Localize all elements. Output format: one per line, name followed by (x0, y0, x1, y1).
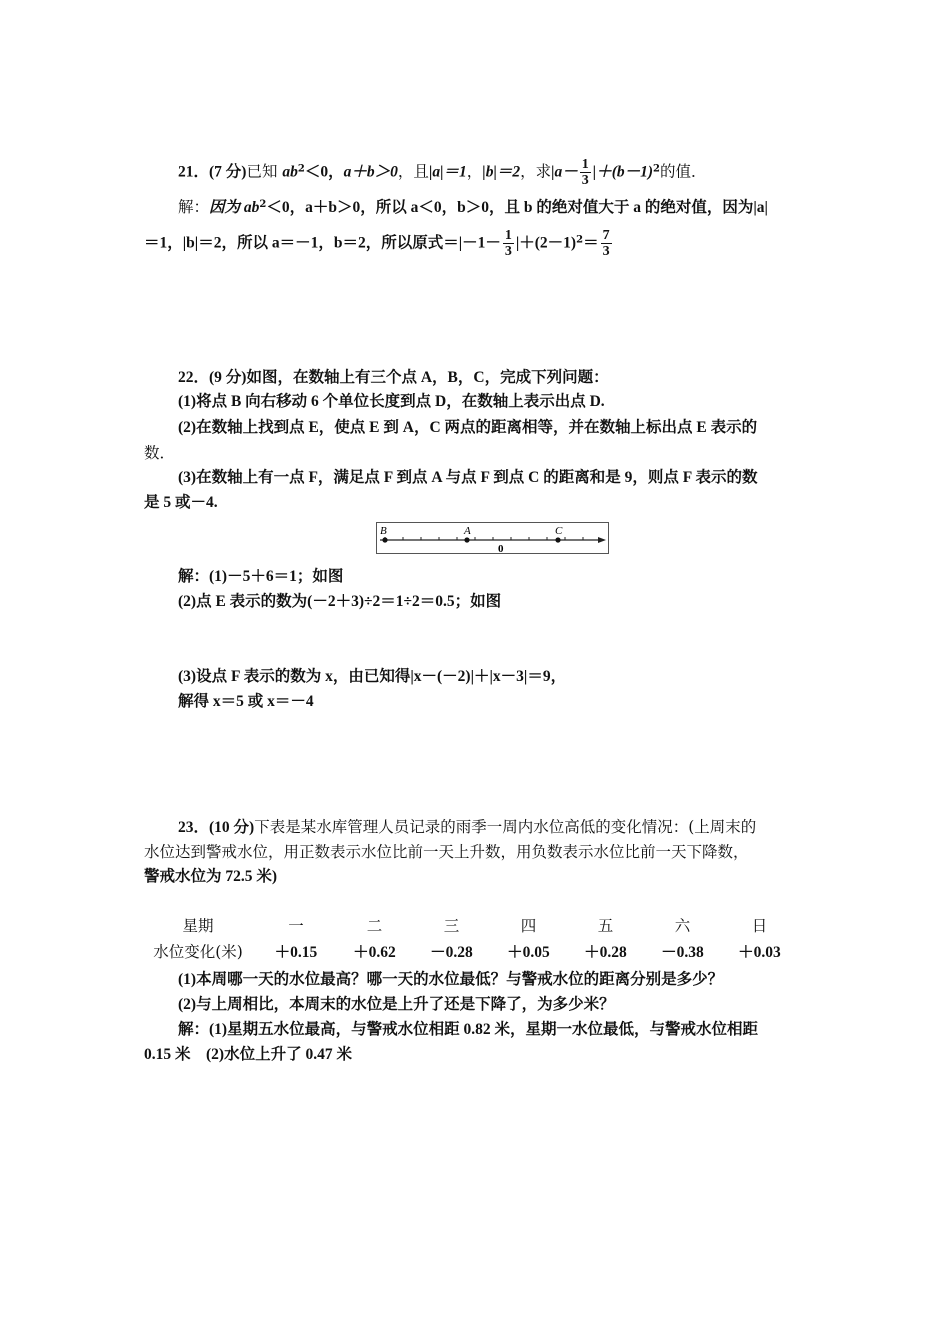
q21-abs-a: |a|＝1 (428, 163, 467, 181)
q21-sup: 2 (297, 163, 305, 175)
table-header-label: 星期 (182, 917, 214, 935)
q21-ans-den: 3 (602, 244, 610, 259)
q21-stem (178, 157, 707, 188)
q21-sol-text2: ＜0，a＋b＞0，所以 a＜0，b＞0，且 b 的绝对值大于 a 的绝对值，因为|a| (266, 199, 768, 216)
q21-expr-start: |a－ (551, 163, 578, 181)
q21-solution-line2 (144, 228, 614, 259)
q21-sup2: 2 (653, 163, 661, 175)
q21-sol-sup: 2 (259, 199, 267, 210)
q22-part3a: (3)在数轴上有一点 F，满足点 F 到点 A 与点 F 到点 C 的距离和是 9，则点 F 表示的数 (178, 469, 758, 486)
q21-ans-num: 7 (602, 228, 610, 243)
q23-score: (10 分) (209, 819, 255, 836)
q22-number: 22． (178, 369, 210, 386)
q21-solution-line1 (178, 195, 768, 218)
q21-seek: ，求 (520, 162, 552, 181)
q21-sol-text3: ＝1，|b|＝2，所以 a＝－1，b＝2，所以原式＝|－1－ (144, 234, 501, 252)
q23-number: 23． (178, 819, 210, 836)
q22-solution2: (2)点 E 表示的数为(－2＋3)÷2＝1÷2＝0.5；如图 (178, 593, 502, 610)
q21-sol-text1: 因为 ab (209, 199, 260, 216)
q22-score: (9 分) (209, 369, 247, 386)
q21-sol-frac-den: 3 (504, 244, 512, 259)
q21-score: (7 分) (209, 163, 247, 181)
number-line-svg (376, 522, 610, 556)
q21-lt0: ＜0， (304, 163, 344, 181)
label-a: A (464, 525, 471, 537)
q23-solution1: 解：(1)星期五水位最高，与警戒水位相距 0.82 米，星期一水位最低，与警戒水位相距 (178, 1021, 758, 1038)
q23-stem3: 警戒水位为 72.5 米) (144, 868, 278, 885)
table-day: 六 (674, 917, 691, 935)
table-value: －0.28 (430, 944, 473, 961)
q23-stem1 (178, 817, 756, 838)
q22-stem-text: 如图，在数轴上有三个点 A，B，C，完成下列问题： (246, 369, 609, 386)
table-value: ＋0.03 (738, 944, 781, 961)
table-value: ＋0.62 (353, 944, 396, 961)
table-value: ＋0.15 (274, 944, 318, 961)
q23-stem1-text: 下表是某水库管理人员记录的雨季一周内水位高低的变化情况：(上周末的 (254, 818, 757, 836)
q22-part2b: 数． (144, 444, 176, 462)
q22-part1: (1)将点 B 向右移动 6 个单位长度到点 D，在数轴上表示出点 D. (178, 393, 605, 410)
table-day: 日 (751, 917, 768, 935)
q21-answer-fraction (601, 228, 612, 259)
q23-solution2: 0.15 米 (2)水位上升了 0.47 米 (144, 1046, 352, 1063)
table-day: 四 (520, 917, 537, 935)
label-b: B (380, 525, 387, 537)
q21-cond1: ab (282, 163, 298, 181)
q21-number: 21． (178, 163, 210, 181)
table-header-row (140, 912, 798, 938)
table-value: ＋0.28 (584, 944, 627, 961)
table-day: 二 (366, 917, 383, 935)
q21-sol-text5: ＝ (583, 234, 599, 252)
q21-sol-fraction (503, 228, 514, 259)
q21-abs-b: |b|＝2 (482, 163, 521, 181)
q22-solution3: (3)设点 F 表示的数为 x，由已知得|x－(－2)|＋|x－3|＝9， (178, 668, 567, 685)
table-day: 一 (288, 917, 304, 935)
table-row-label: 水位变化(米) (153, 943, 243, 961)
point-c (555, 537, 560, 542)
point-b (382, 537, 387, 542)
table-value: ＋0.05 (507, 944, 550, 961)
q23-stem2: 水位达到警戒水位，用正数表示水位比前一天上升数，用负数表示水位比前一天下降数， (144, 843, 749, 861)
q23-part1: (1)本周哪一天的水位最高？哪一天的水位最低？与警戒水位的距离分别是多少？ (178, 971, 724, 988)
axis-arrow-icon (598, 537, 606, 543)
q21-sol-label: 解： (178, 198, 210, 216)
q22-stem (178, 367, 609, 388)
label-c: C (555, 525, 563, 537)
q21-sol-text4: |＋(2－1) (515, 234, 577, 252)
q21-prefix: 已知 (246, 162, 278, 181)
q22-solution4: 解得 x＝5 或 x＝－4 (178, 693, 314, 710)
table-value: －0.38 (661, 944, 704, 961)
q23-part2: (2)与上周相比，本周末的水位是上升了还是下降了，为多少米？ (178, 996, 615, 1013)
q21-frac-num: 1 (581, 157, 589, 172)
point-a (464, 537, 469, 542)
q21-frac-den: 3 (581, 173, 589, 188)
water-level-table (140, 912, 798, 964)
q21-and: ，且 (397, 162, 429, 181)
q21-sol-sup2: 2 (576, 234, 584, 246)
label-zero: 0 (498, 543, 504, 555)
table-day: 三 (443, 917, 460, 935)
q21-expr-mid: |＋(b－1) (592, 163, 654, 181)
table-value-row (140, 938, 798, 964)
q22-solution1: 解：(1)－5＋6＝1；如图 (178, 568, 344, 585)
table-day: 五 (597, 917, 614, 935)
q22-part2a: (2)在数轴上找到点 E，使点 E 到 A，C 两点的距离相等，并在数轴上标出点 E 表示的 (178, 419, 758, 436)
number-line-figure (376, 522, 610, 560)
q21-comma: ， (466, 162, 483, 181)
q21-expr-end: 的值． (660, 162, 707, 181)
q21-fraction (580, 157, 591, 188)
q21-cond2: a＋b＞0 (343, 163, 398, 181)
q21-sol-frac-num: 1 (504, 228, 512, 243)
q22-part3b: 是 5 或－4. (144, 494, 218, 511)
